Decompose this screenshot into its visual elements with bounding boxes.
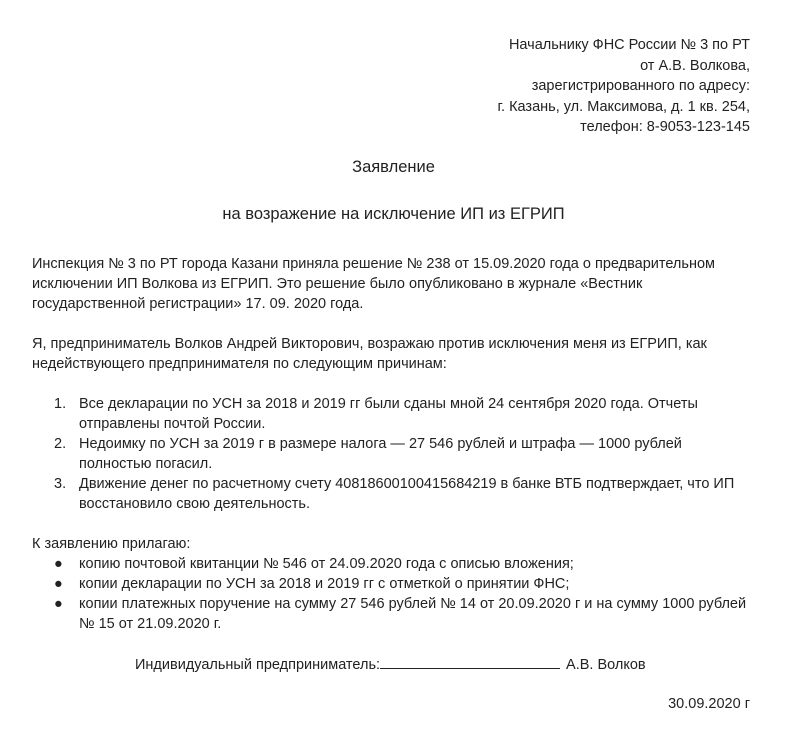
signature-line [380,654,560,669]
reason-text: Движение денег по расчетному счету 40818600100415684219 в банке ВТБ подтверждает, что ИП восстановило свою деятельность. [79,476,735,512]
attachment-text: копии декларации по УСН за 2018 и 2019 гг с отметкой о принятии ФНС; [79,576,570,592]
reason-text: Все декларации по УСН за 2018 и 2019 гг были сданы мной 24 сентября 2020 года. Отчеты отправлены почтой России. [79,396,698,432]
signature-label: Индивидуальный предприниматель: [135,657,381,673]
attachment-text: копии платежных поручение на сумму 27 546 рублей № 14 от 20.09.2020 г и на сумму 1000 рублей № 15 от 21.09.2020 г. [79,596,747,632]
attachments-list [32,554,747,634]
attachments-label: К заявлению прилагаю: [32,536,191,552]
list-item [32,434,747,474]
list-item [32,394,747,434]
bullet-icon: ● [54,556,63,572]
bullet-icon: ● [54,576,63,592]
addressee-block [498,35,751,138]
reason-text: Недоимку по УСН за 2019 г в размере налога — 27 546 рублей и штрафа — 1000 рублей полностью погасил. [79,436,682,472]
intro-paragraph: Инспекция № 3 по РТ города Казани приняла решение № 238 от 15.09.2020 года о предварительном исключении ИП Волкова из ЕГРИП. Это решение было опубликовано в журнале «Вестник государственной регистрации» 17. 09. 2020 года. [32,256,715,312]
signature-block [135,654,646,675]
addressee-line: Начальнику ФНС России № 3 по РТ [508,37,750,53]
list-item [32,574,747,594]
list-number: 2. [54,436,67,452]
list-item [32,594,747,634]
signature-name: А.В. Волков [566,657,646,673]
list-item [32,474,747,514]
objection-paragraph: Я, предприниматель Волков Андрей Викторович, возражаю против исключения меня из ЕГРИП, как недействующего предпринимателя по следующим причинам: [32,336,707,372]
document-subtitle: на возражение на исключение ИП из ЕГРИП [222,205,565,223]
sender-line: от А.В. Волкова, [640,57,750,74]
bullet-icon: ● [54,596,63,612]
reasons-list [32,394,747,514]
phone-line: телефон: 8-9053-123-145 [580,119,750,135]
registration-line: зарегистрированного по адресу: [531,78,750,94]
list-item [32,554,747,574]
list-number: 1. [54,396,67,412]
list-number: 3. [54,476,67,492]
document-date: 30.09.2020 г [668,696,750,712]
attachment-text: копию почтовой квитанции № 546 от 24.09.2020 года с описью вложения; [79,556,574,572]
address-line: г. Казань, ул. Максимова, д. 1 кв. 254, [497,98,750,115]
document-title: Заявление [352,158,435,176]
